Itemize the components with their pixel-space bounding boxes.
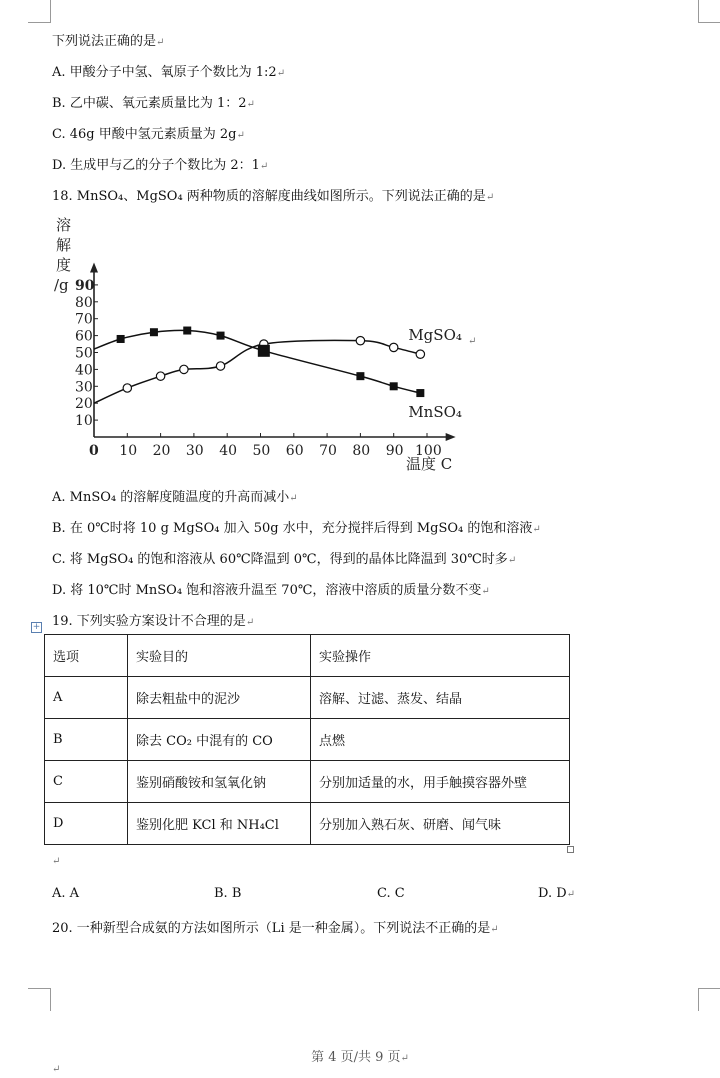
table-cell: 点燃 [311, 719, 570, 761]
y-tick-label: 20 [75, 396, 93, 413]
q18-stem: 18. MnSO₄、MgSO₄ 两种物质的溶解度曲线如图所示。下列说法正确的是↵ [52, 189, 495, 204]
q19-option-a: A. A [52, 886, 80, 901]
data-point-mnso4 [416, 389, 424, 397]
y-tick-label: 30 [75, 379, 93, 396]
page-footer: 第 4 页/共 9 页↵ [311, 1050, 409, 1065]
y-tick-label: 60 [75, 328, 93, 345]
table-row [45, 803, 570, 845]
q19-option-d: D. D↵ [538, 886, 576, 901]
x-tick-label: 30 [185, 443, 204, 459]
q18-option-b: B. 在 0℃时将 10 g MgSO₄ 加入 50g 水中，充分搅拌后得到 MgSO₄ 的饱和溶液↵ [52, 521, 541, 536]
data-point-mnso4 [183, 327, 191, 335]
q18-option-d: D. 将 10℃时 MnSO₄ 饱和溶液升温至 70℃，溶液中溶质的质量分数不变↵ [52, 583, 490, 598]
x-tick-label: 60 [285, 443, 304, 459]
table-header-row [45, 635, 570, 677]
series-label-mnso4: MnSO₄ [408, 403, 462, 422]
y-tick-label: 70 [75, 311, 93, 328]
x-tick-label: 90 [385, 443, 404, 459]
crop-mark-top-left [28, 0, 51, 23]
data-point-mnso4 [356, 372, 364, 380]
q17-option-b: B. 乙中碳、氧元素质量比为 1：2↵ [52, 96, 255, 111]
q20-stem: 20. 一种新型合成氨的方法如图所示（Li 是一种金属）。下列说法不正确的是↵ [52, 921, 499, 936]
table-row [45, 677, 570, 719]
y-axis-label: 溶 [56, 216, 72, 234]
q19-option-c: C. C [377, 886, 405, 901]
q19-table [44, 634, 570, 845]
y-axis-label: 度 [56, 256, 72, 274]
table-row [45, 761, 570, 803]
table-cell: 鉴别硝酸铵和氢氧化钠 [128, 761, 311, 803]
x-axis-label: 温度 C [406, 455, 453, 473]
table-resize-handle[interactable] [567, 846, 574, 853]
q17-option-a: A. 甲酸分子中氢、氧原子个数比为 1:2↵ [52, 65, 286, 80]
y-tick-label: 80 [75, 294, 93, 311]
y-tick-label: 90 [75, 277, 95, 294]
q18-option-a: A. MnSO₄ 的溶解度随温度的升高而减小↵ [52, 490, 298, 505]
data-point-mnso4 [217, 332, 225, 340]
data-point-mnso4 [258, 345, 270, 357]
table-cell: B [45, 719, 128, 761]
q17-stem: 下列说法正确的是↵ [52, 34, 165, 49]
data-point-mgso4 [390, 343, 398, 351]
table-cell: 分别加适量的水，用手触摸容器外壁 [311, 761, 570, 803]
y-axis-label: /g [54, 276, 69, 294]
data-point-mgso4 [180, 365, 188, 373]
header-cell: 实验操作 [311, 635, 570, 677]
crop-mark-top-right [698, 0, 720, 23]
crop-mark-bottom-right [698, 988, 720, 1011]
header-cell: 选项 [45, 635, 128, 677]
series-line-mgso4 [94, 340, 420, 403]
solubility-chart [46, 212, 486, 474]
table-cell: 溶解、过滤、蒸发、结晶 [311, 677, 570, 719]
data-point-mgso4 [156, 372, 164, 380]
y-tick-label: 40 [75, 362, 93, 379]
table-cell: C [45, 761, 128, 803]
series-label-mgso4: MgSO₄ [408, 326, 462, 345]
data-point-mgso4 [216, 362, 224, 370]
x-tick-label: 0 [89, 443, 99, 459]
data-point-mgso4 [416, 350, 424, 358]
q19-option-b: B. B [214, 886, 242, 901]
table-cell: A [45, 677, 128, 719]
table-cell: 除去 CO₂ 中混有的 CO [128, 719, 311, 761]
x-tick-label: 80 [352, 443, 371, 459]
data-point-mnso4 [390, 382, 398, 390]
table-cell: 鉴别化肥 KCl 和 NH₄Cl [128, 803, 311, 845]
table-cell: 分别加入熟石灰、研磨、闻气味 [311, 803, 570, 845]
data-point-mnso4 [117, 335, 125, 343]
data-point-mgso4 [356, 336, 364, 344]
y-axis-label: 解 [56, 236, 72, 254]
y-axis-arrow [90, 262, 98, 272]
q17-option-d: D. 生成甲与乙的分子个数比为 2：1↵ [52, 158, 269, 173]
table-anchor-icon[interactable]: + [32, 622, 41, 632]
x-tick-label: 50 [252, 443, 271, 459]
x-tick-label: 100 [415, 443, 442, 459]
y-tick-label: 10 [75, 413, 93, 430]
q18-option-c: C. 将 MgSO₄ 的饱和溶液从 60℃降温到 0℃，得到的晶体比降温到 30℃时多↵ [52, 552, 517, 567]
x-axis-arrow [446, 433, 456, 441]
table-row [45, 719, 570, 761]
table-cell: D [45, 803, 128, 845]
x-tick-label: 20 [152, 443, 171, 459]
series-line-mnso4 [94, 330, 420, 393]
q17-option-c: C. 46g 甲酸中氢元素质量为 2g↵ [52, 127, 245, 142]
crop-mark-bottom-left [28, 988, 51, 1011]
y-tick-label: 50 [75, 345, 93, 362]
data-point-mnso4 [150, 328, 158, 336]
x-tick-label: 70 [319, 443, 337, 459]
q19-stem: 19. 下列实验方案设计不合理的是↵ [52, 614, 255, 629]
x-tick-label: 40 [219, 443, 238, 459]
table-cell: 除去粗盐中的泥沙 [128, 677, 311, 719]
x-tick-label: 10 [119, 443, 138, 459]
header-cell: 实验目的 [128, 635, 311, 677]
data-point-mgso4 [123, 384, 131, 392]
